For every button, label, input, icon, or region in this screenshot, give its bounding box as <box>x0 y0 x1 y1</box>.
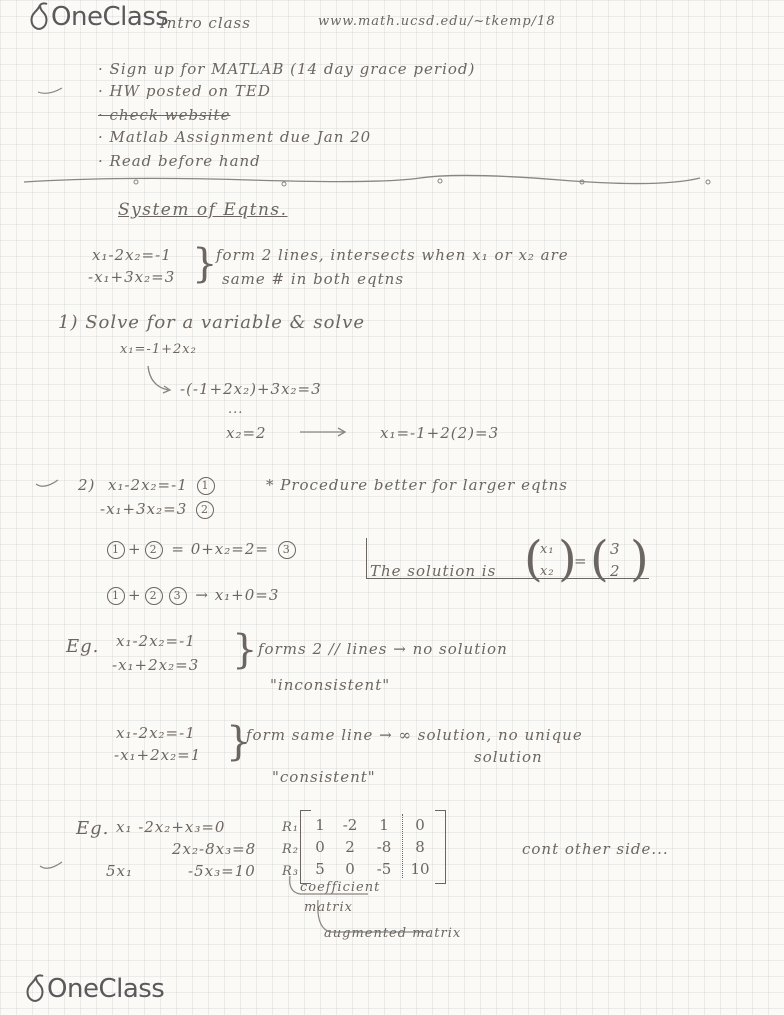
method1-label: 1) Solve for a variable & solve <box>58 312 365 333</box>
example2-term: "consistent" <box>272 768 376 786</box>
method2-eq: x₁-2x₂=-1 1 <box>108 476 218 495</box>
example3-eq: -5x₃=10 <box>188 862 256 880</box>
method1-dots: ... <box>228 402 244 417</box>
example3-eq: x₁ -2x₂+x₃=0 <box>116 818 226 836</box>
method1-step: x₂=2 <box>226 424 267 442</box>
augment-divider <box>402 814 403 878</box>
example-label: Eg. <box>76 818 110 839</box>
continue-note: cont other side... <box>522 840 669 858</box>
example2-note: solution <box>474 748 543 766</box>
vec-entry: x₂ <box>540 564 555 579</box>
vec-entry: 3 <box>610 540 621 558</box>
system1-eq2: -x₁+3x₂=3 <box>88 268 176 286</box>
brand-name: OneClass <box>51 2 169 32</box>
row-label: R₁ <box>282 820 299 835</box>
vec-entry: x₁ <box>540 542 555 557</box>
system1-eq1: x₁-2x₂=-1 <box>92 246 172 264</box>
brace: } <box>232 627 258 673</box>
example1-note: forms 2 // lines → no solution <box>258 640 508 658</box>
todo-item-struck: · check website <box>98 106 231 124</box>
example2-eq: -x₁+2x₂=1 <box>114 746 202 764</box>
method2-combo: 1 + 2 3 → x₁+0=3 <box>104 586 279 605</box>
augmented-matrix: 1 -2 1 0 0 2 -8 8 5 0 -5 10 <box>300 810 446 882</box>
system1-note: form 2 lines, intersects when x₁ or x₂ are <box>216 246 569 264</box>
method1-step: -(-1+2x₂)+3x₂=3 <box>180 380 322 398</box>
brand-name: OneClass <box>47 974 165 1004</box>
paren-right: ) <box>630 531 649 587</box>
brace: } <box>192 241 218 287</box>
example2-eq: x₁-2x₂=-1 <box>116 724 196 742</box>
todo-item: · Matlab Assignment due Jan 20 <box>98 128 372 146</box>
example1-term: "inconsistent" <box>270 676 391 694</box>
vec-entry: 2 <box>610 562 621 580</box>
example1-eq: x₁-2x₂=-1 <box>116 632 196 650</box>
method2-note: * Procedure better for larger eqtns <box>266 476 568 494</box>
todo-item: · Read before hand <box>98 152 261 170</box>
example3-eq: 5x₁ <box>106 862 134 880</box>
equals: = <box>574 552 588 570</box>
paren-right: ) <box>558 531 577 587</box>
method2-eq: -x₁+3x₂=3 2 <box>100 500 217 519</box>
example1-eq: -x₁+2x₂=3 <box>112 656 200 674</box>
oneclass-logo-bottom <box>24 974 164 1004</box>
brace: } <box>226 719 252 765</box>
system1-note: same # in both eqtns <box>222 270 405 288</box>
paren-left: ( <box>590 531 609 587</box>
header-title: - Intro class <box>148 14 251 32</box>
solution-text: The solution is <box>370 562 497 580</box>
coef-label: coefficient <box>300 880 381 895</box>
header-url: www.math.ucsd.edu/~tkemp/18 <box>318 14 556 29</box>
todo-item: · Sign up for MATLAB (14 day grace period) <box>98 60 476 78</box>
aug-label: augmented matrix <box>324 926 462 941</box>
example2-note: form same line → ∞ solution, no unique <box>246 726 583 744</box>
method2-combo: 1 + 2 = 0+x₂=2= 3 <box>104 540 299 559</box>
method2-label: 2) <box>78 476 96 494</box>
coef-label: matrix <box>304 900 354 915</box>
example-label: Eg. <box>66 636 100 657</box>
row-label: R₂ <box>282 842 299 857</box>
leaf-icon <box>24 974 46 1002</box>
example3-eq: 2x₂-8x₃=8 <box>172 840 257 858</box>
method1-step: x₁=-1+2(2)=3 <box>380 424 500 442</box>
paren-left: ( <box>524 531 543 587</box>
row-label: R₃ <box>282 864 299 879</box>
method1-step: x₁=-1+2x₂ <box>120 342 197 357</box>
section-title: System of Eqtns. <box>118 200 288 220</box>
todo-item: · HW posted on TED <box>98 82 271 100</box>
